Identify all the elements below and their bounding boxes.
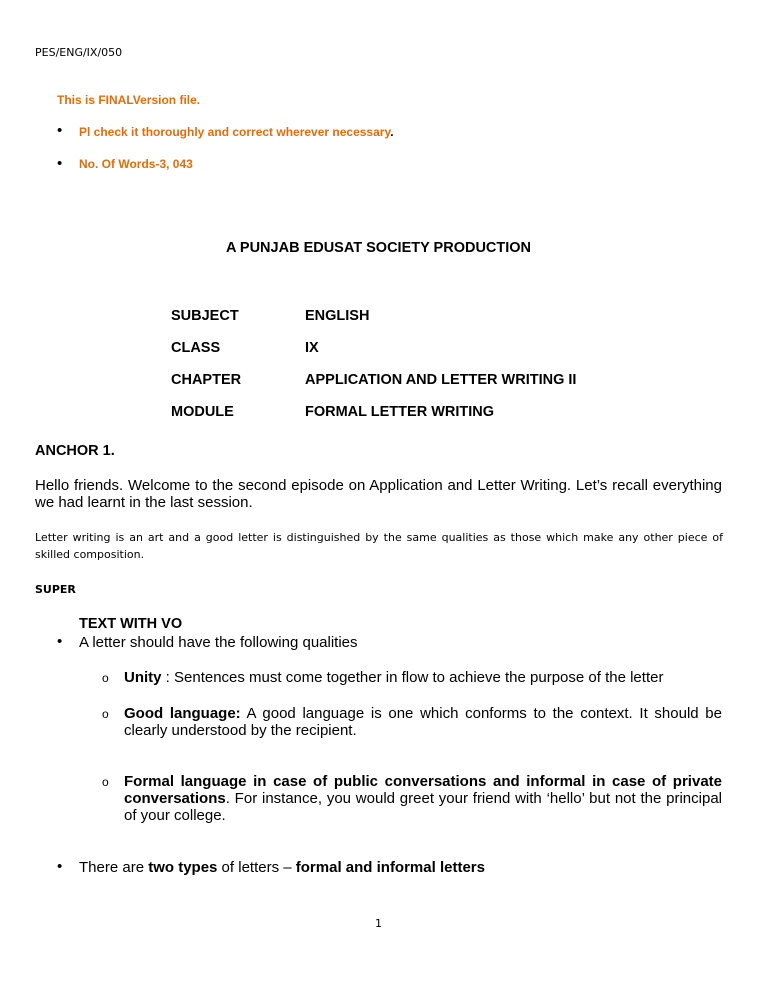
quality-good-language <box>124 705 722 739</box>
bullet-icon: • <box>57 633 63 650</box>
final-version-note: This is FINALVersion file. <box>57 93 201 107</box>
info-label: MODULE <box>171 404 234 420</box>
info-label: CLASS <box>171 340 221 356</box>
letter-types-bullet <box>79 859 485 876</box>
quality-term: Unity <box>124 669 162 686</box>
sub-bullet-icon: o <box>102 707 109 721</box>
quality-term: Formal language in case of public conversations and informal in case of private conversations <box>124 773 722 807</box>
text: of letters – <box>217 859 296 876</box>
bold-text: two types <box>148 859 218 876</box>
info-value: ENGLISH <box>305 308 370 324</box>
bullet-icon: • <box>57 122 63 139</box>
qualities-bullet: A letter should have the following qualities <box>79 634 358 651</box>
check-note-text: Pl check it thoroughly and correct wherever necessary <box>79 125 391 139</box>
sub-bullet-icon: o <box>102 775 109 789</box>
info-value: FORMAL LETTER WRITING <box>305 404 495 420</box>
info-label: CHAPTER <box>171 372 242 388</box>
letter-art-paragraph: Letter writing is an art and a good letter is distinguished by the same qualities as those which make any other piece of skilled composition. <box>35 531 723 561</box>
info-value: APPLICATION AND LETTER WRITING II <box>305 372 577 388</box>
bullet-icon: • <box>57 858 63 875</box>
quality-description: . For instance, you would greet your friend with ‘hello’ but not the principal of your college. <box>124 790 722 824</box>
word-count-note: No. Of Words-3, 043 <box>79 157 193 171</box>
super-label: SUPER <box>35 583 76 596</box>
intro-paragraph: Hello friends. Welcome to the second episode on Application and Letter Writing. Let’s recall everything we had learnt in the last session. <box>35 477 722 511</box>
bullet-icon: • <box>57 155 63 172</box>
text: There are <box>79 859 149 876</box>
check-note <box>79 123 394 141</box>
bold-text: formal and informal letters <box>295 859 485 876</box>
info-label: SUBJECT <box>171 308 239 324</box>
sub-bullet-icon: o <box>102 671 109 685</box>
quality-unity <box>124 669 722 686</box>
quality-term: Good language: <box>124 705 241 722</box>
page-number: 1 <box>375 917 382 930</box>
info-value: IX <box>305 340 319 356</box>
quality-description: A good language is one which conforms to the context. It should be clearly understood by the recipient. <box>124 705 722 739</box>
document-code: PES/ENG/IX/050 <box>35 46 123 59</box>
quality-formal-language <box>124 773 722 824</box>
text-with-vo-heading: TEXT WITH VO <box>79 616 183 632</box>
quality-description: : Sentences must come together in flow to achieve the purpose of the letter <box>161 669 664 686</box>
check-note-period: . <box>390 125 394 139</box>
document-title: A PUNJAB EDUSAT SOCIETY PRODUCTION <box>225 240 532 256</box>
anchor-heading: ANCHOR 1. <box>35 443 115 459</box>
